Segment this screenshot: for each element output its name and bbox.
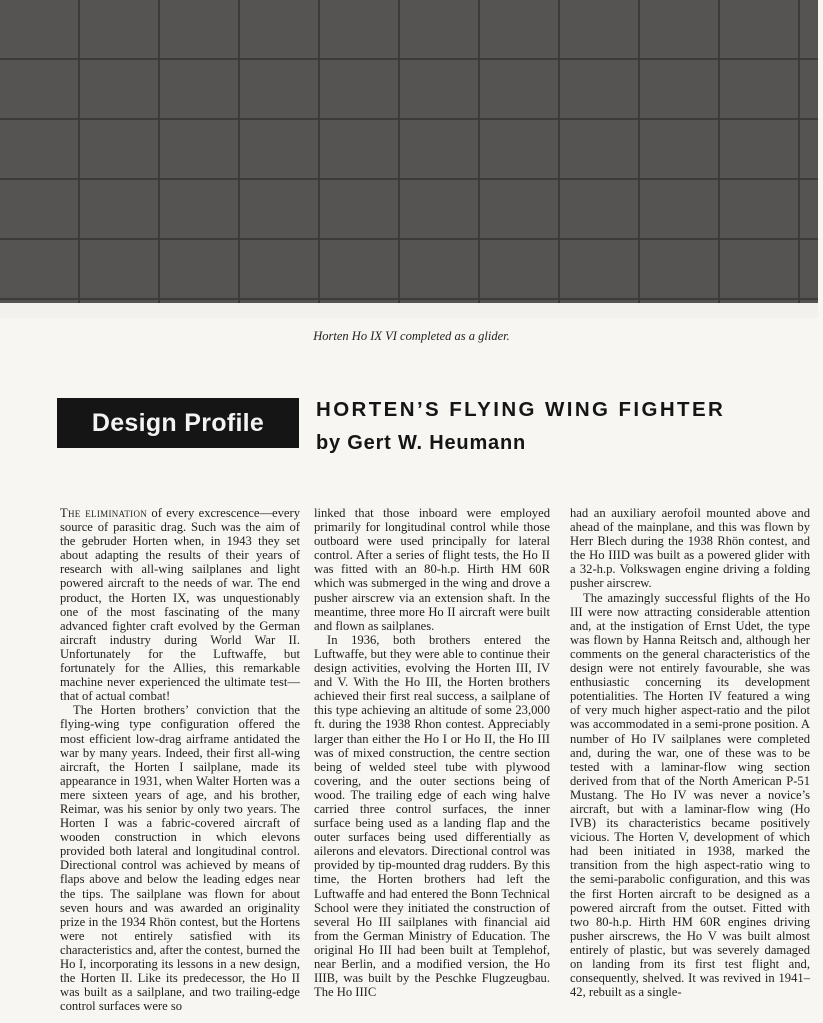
article-column-1: [60, 506, 300, 1013]
aircraft-photo: [0, 0, 818, 318]
article-column-3: [570, 506, 810, 999]
lead-in: The elimination: [60, 506, 148, 520]
section-badge: Design Profile: [57, 398, 299, 448]
paragraph: linked that those inboard were employed primarily for longitudinal control while those outboard were used principally for lateral control. After a series of flight tests, the Ho II was fitted with an 80-h.p. Hirth HM 60R which was submerged in the wing and drove a pusher airscrew via an extension shaft. In the meantime, three more Ho II aircraft were built and flown as sailplanes.: [314, 506, 550, 633]
article-byline: by Gert W. Heumann: [316, 432, 526, 454]
photo-caption: Horten Ho IX VI completed as a glider.: [313, 329, 510, 343]
paragraph: had an auxiliary aerofoil mounted above and ahead of the mainplane, and this was flown by Herr Blech during the 1938 Rhön contest, and the Ho IIID was built as a powered glider with a 32-h.p. Volkswagen engine driving a folding pusher airscrew.: [570, 506, 810, 591]
paragraph: The amazingly successful flights of the Ho III were now attracting considerable attention and, at the instigation of Ernst Udet, the type was flown by Hanna Reitsch and, although her comments on the general characteristics of the design were not entirely favourable, she was enthusiastic concerning its development potentialities. The Horten IV featured a wing of very much higher aspect-ratio and the pilot was accommodated in a semi-prone position. A number of Ho IV sailplanes were completed and, during the war, one of these was to be tested with a laminar-flow wing section derived from that of the North American P-51 Mustang. The Ho IV was never a novice’s aircraft, but with a laminar-flow wing (Ho IVB) its characteristics became positively vicious. The Horten V, development of which had been initiated in 1938, marked the transition from the high aspect-ratio wing to the semi-parabolic configuration, and this was the first Horten aircraft to be designed as a powered aircraft from the outset. Fitted with two 80-h.p. Hirth HM 60R engines driving pusher airscrews, the Ho V was built almost entirely of plastic, but was severely damaged on landing from its first test flight and, consequently, shelved. It was revived in 1941–42, rebuilt as a single-: [570, 590, 810, 1000]
paragraph: The elimination of every excrescence—every source of parasitic drag. Such was the aim of the gebruder Horten when, in 1943 they set about adapting the results of their years of research with all-wing sailplanes and light powered aircraft to the needs of war. The end product, the Horten IX, was unquestionably one of the most fascinating of the many advanced fighter craft evolved by the German aircraft industry during World War II. Unfortunately for the Luftwaffe, but fortunately for the Allies, this remarkable machine never experienced the ultimate test—that of actual combat!: [60, 506, 301, 704]
article-column-2: [314, 506, 550, 999]
article-title: HORTEN’S FLYING WING FIGHTER: [316, 398, 726, 421]
paragraph: In 1936, both brothers entered the Luftwaffe, but they were able to continue their design activities, evolving the Horten III, IV and V. With the Ho III, the Horten brothers achieved their first real success, a sailplane of this type achieving an altitude of some 23,000 ft. during the 1938 Rhon contest. Appreciably larger than either the Ho I or Ho II, the Ho III was of mixed construction, the centre section being of welded steel tube with plywood covering, and the outer sections being of wood. The trailing edge of each wing halve carried three control surfaces, the inner surface being used as a landing flap and the outer surfaces being used differentially as ailerons and elevators. Directional control was provided by tip-mounted drag rudders. By this time, the Horten brothers had left the Luftwaffe and had entered the Bonn Technical School were they initiated the construction of several Ho III sailplanes with financial aid from the German Ministry of Education. The original Ho III had been built at Templehof, near Berlin, and a modified version, the Ho IIIB, was built by the Peschke Flugzeugbau. The Ho IIIC: [314, 632, 550, 1000]
paragraph: The Horten brothers’ conviction that the flying-wing type configuration offered the most efficient low-drag airframe antidated the war by many years. Indeed, their first all-wing aircraft, the Horten I sailplane, made its appearance in 1931, when Walter Horten was a mere sixteen years of age, and his brother, Reimar, was his senior by only two years. The Horten I was a fabric-covered aircraft of wooden construction in which elevons provided both lateral and longitudinal control. Directional control was achieved by means of flaps above and below the leading edges near the tips. The sailplane was flown for about seven hours and was awarded an originality prize in the 1934 Rhön contest, but the Hortens were not entirely satisfied with its characteristics and, after the contest, burned the Ho I, incorporating its lessons in a new design, the Horten II. Like its predecessor, the Ho II was built as a sailplane, and two trailing-edge control surfaces were so: [60, 703, 300, 1014]
